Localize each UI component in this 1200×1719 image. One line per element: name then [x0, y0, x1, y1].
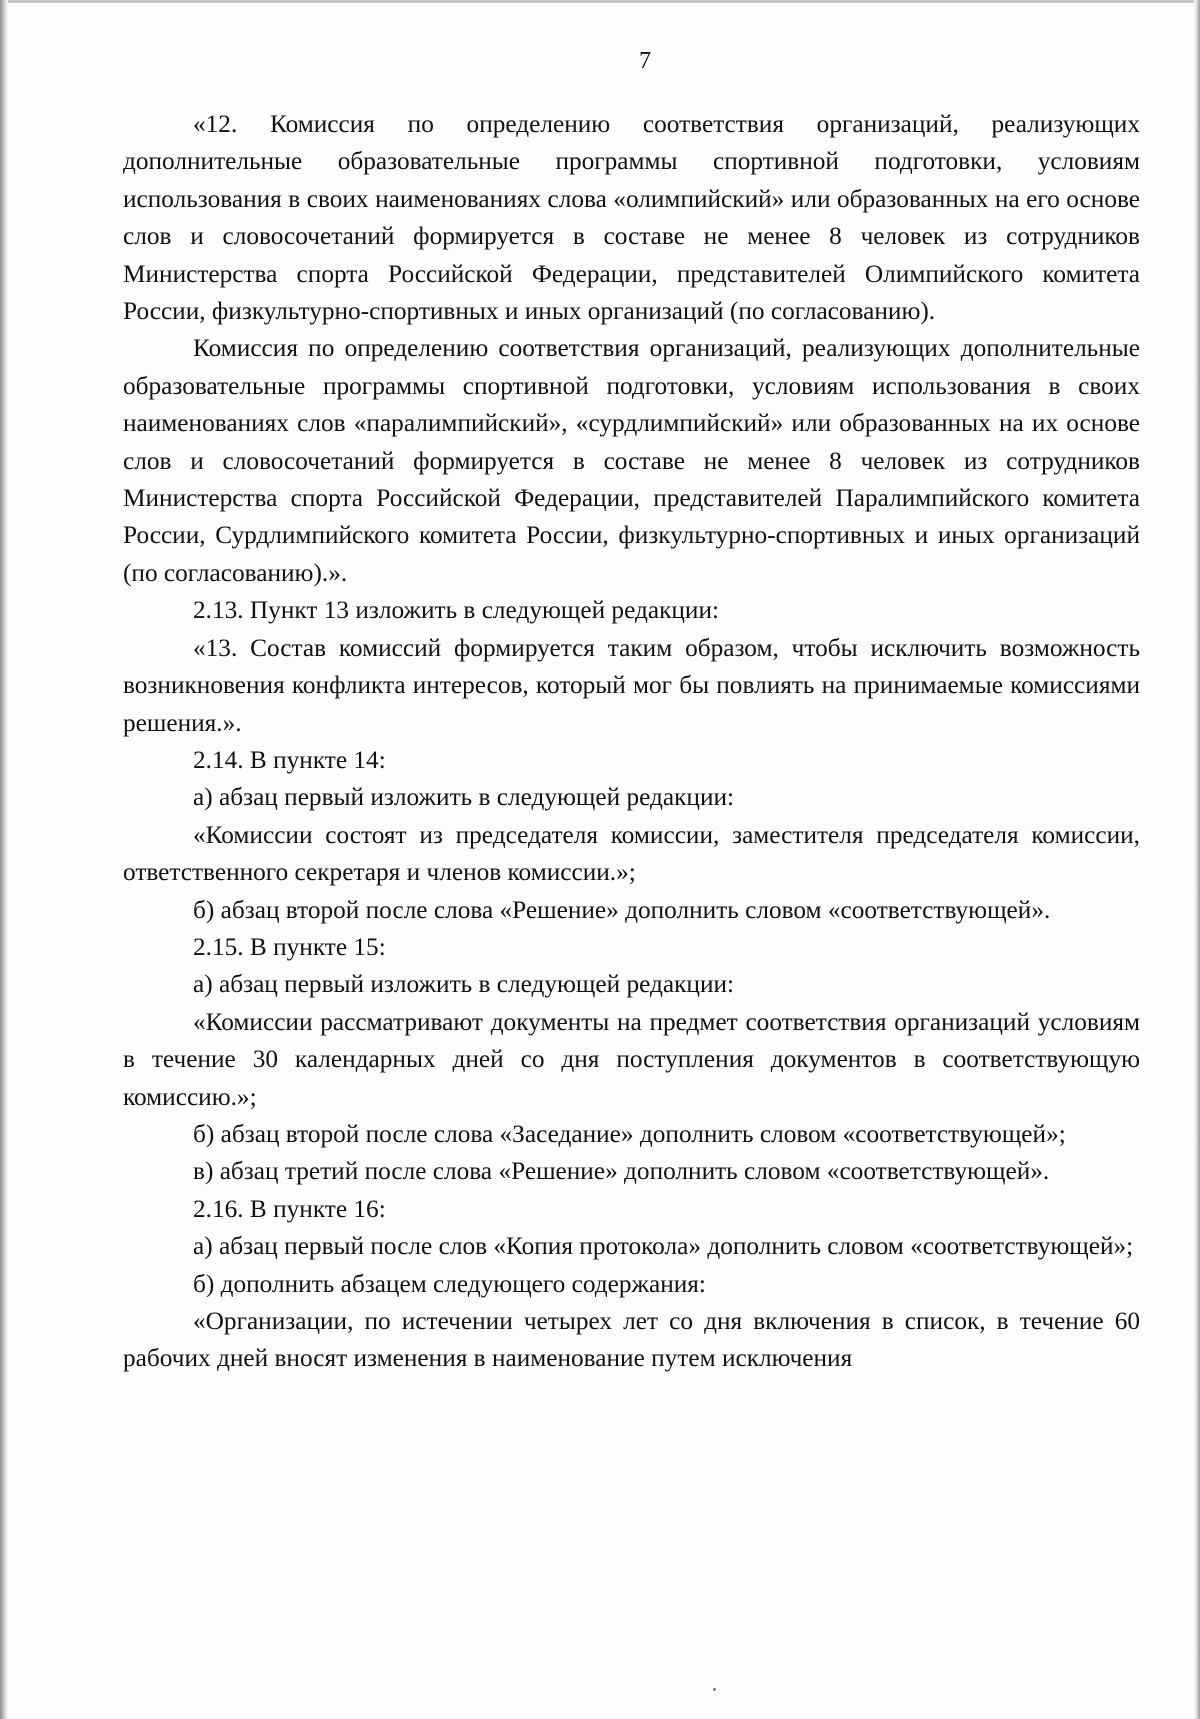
paragraph-2-16-b-text: «Организации, по истечении четырех лет со дня включения в список, в течение 60 рабочих дней вносят изменения в наименование путем исключения: [123, 1307, 1140, 1373]
page-number: 7: [639, 48, 651, 74]
paragraph-2-14-a: а) абзац первый изложить в следующей редакции:: [193, 783, 735, 812]
scan-speck: [713, 1688, 716, 1691]
paragraph-13-composition: «13. Состав комиссий формируется таким образом, чтобы исключить возможность возникновения конфликта интересов, который мог бы повлиять на принимаемые комиссиями решения.».: [123, 633, 1140, 737]
paragraph-2-14-a-text: «Комиссии состоят из председателя комиссии, заместителя председателя комиссии, ответственного секретаря и членов комиссии.»;: [123, 820, 1140, 887]
paragraph-2-15-heading: 2.15. В пункте 15:: [193, 932, 386, 961]
paragraph-2-15-b: б) абзац второй после слова «Заседание» дополнить словом «соответствующей»;: [193, 1119, 1066, 1148]
scan-edge-left: [0, 0, 8, 1719]
paragraph-2-15-a: а) абзац первый изложить в следующей редакции:: [193, 970, 735, 999]
paragraph-2-15-a-text: «Комиссии рассматривают документы на предмет соответствия организаций условиям в течение 30 календарных дней со дня поступления документов в соответствующую комиссию.»;: [123, 1007, 1140, 1111]
paragraph-2-16-b: б) дополнить абзацем следующего содержания:: [193, 1269, 706, 1298]
paragraph-12-olympic-commission: «12. Комиссия по определению соответствия организаций, реализующих дополнительные образовательные программы спортивной подготовки, условиям использования в своих наименованиях слова «олимпийский» или образованных на его основе слов и словосочетаний формируется в составе не менее 8 человек из сотрудников Министерства спорта Российской Федерации, представителей Олимпийского комитета России, физкультурно-спортивных и иных организаций (по согласованию).: [123, 110, 1140, 326]
document-body: [123, 106, 1140, 1378]
paragraph-2-16-heading: 2.16. В пункте 16:: [193, 1194, 386, 1223]
paragraph-2-13-heading: 2.13. Пункт 13 изложить в следующей редакции:: [193, 596, 720, 625]
scan-edge-right: [1194, 0, 1200, 1719]
paragraph-2-16-a: а) абзац первый после слов «Копия протокола» дополнить словом «соответствующей»;: [193, 1232, 1134, 1261]
paragraph-2-14-heading: 2.14. В пункте 14:: [193, 745, 386, 774]
paragraph-paralympic-commission: Комиссия по определению соответствия организаций, реализующих дополнительные образовательные программы спортивной подготовки, условиям использования в своих наименованиях слов «паралимпийский», «сурдлимпийский» или образованных на их основе слов и словосочетаний формируется в составе не менее 8 человек из сотрудников Министерства спорта Российской Федерации, представителей Паралимпийского комитета России, Сурдлимпийского комитета России, физкультурно-спортивных и иных организаций (по согласованию).».: [123, 334, 1140, 587]
paragraph-2-14-b: б) абзац второй после слова «Решение» дополнить словом «соответствующей».: [193, 895, 1051, 924]
scan-edge-top: [0, 0, 1200, 3]
paragraph-2-15-c: в) абзац третий после слова «Решение» дополнить словом «соответствующей».: [193, 1157, 1050, 1186]
